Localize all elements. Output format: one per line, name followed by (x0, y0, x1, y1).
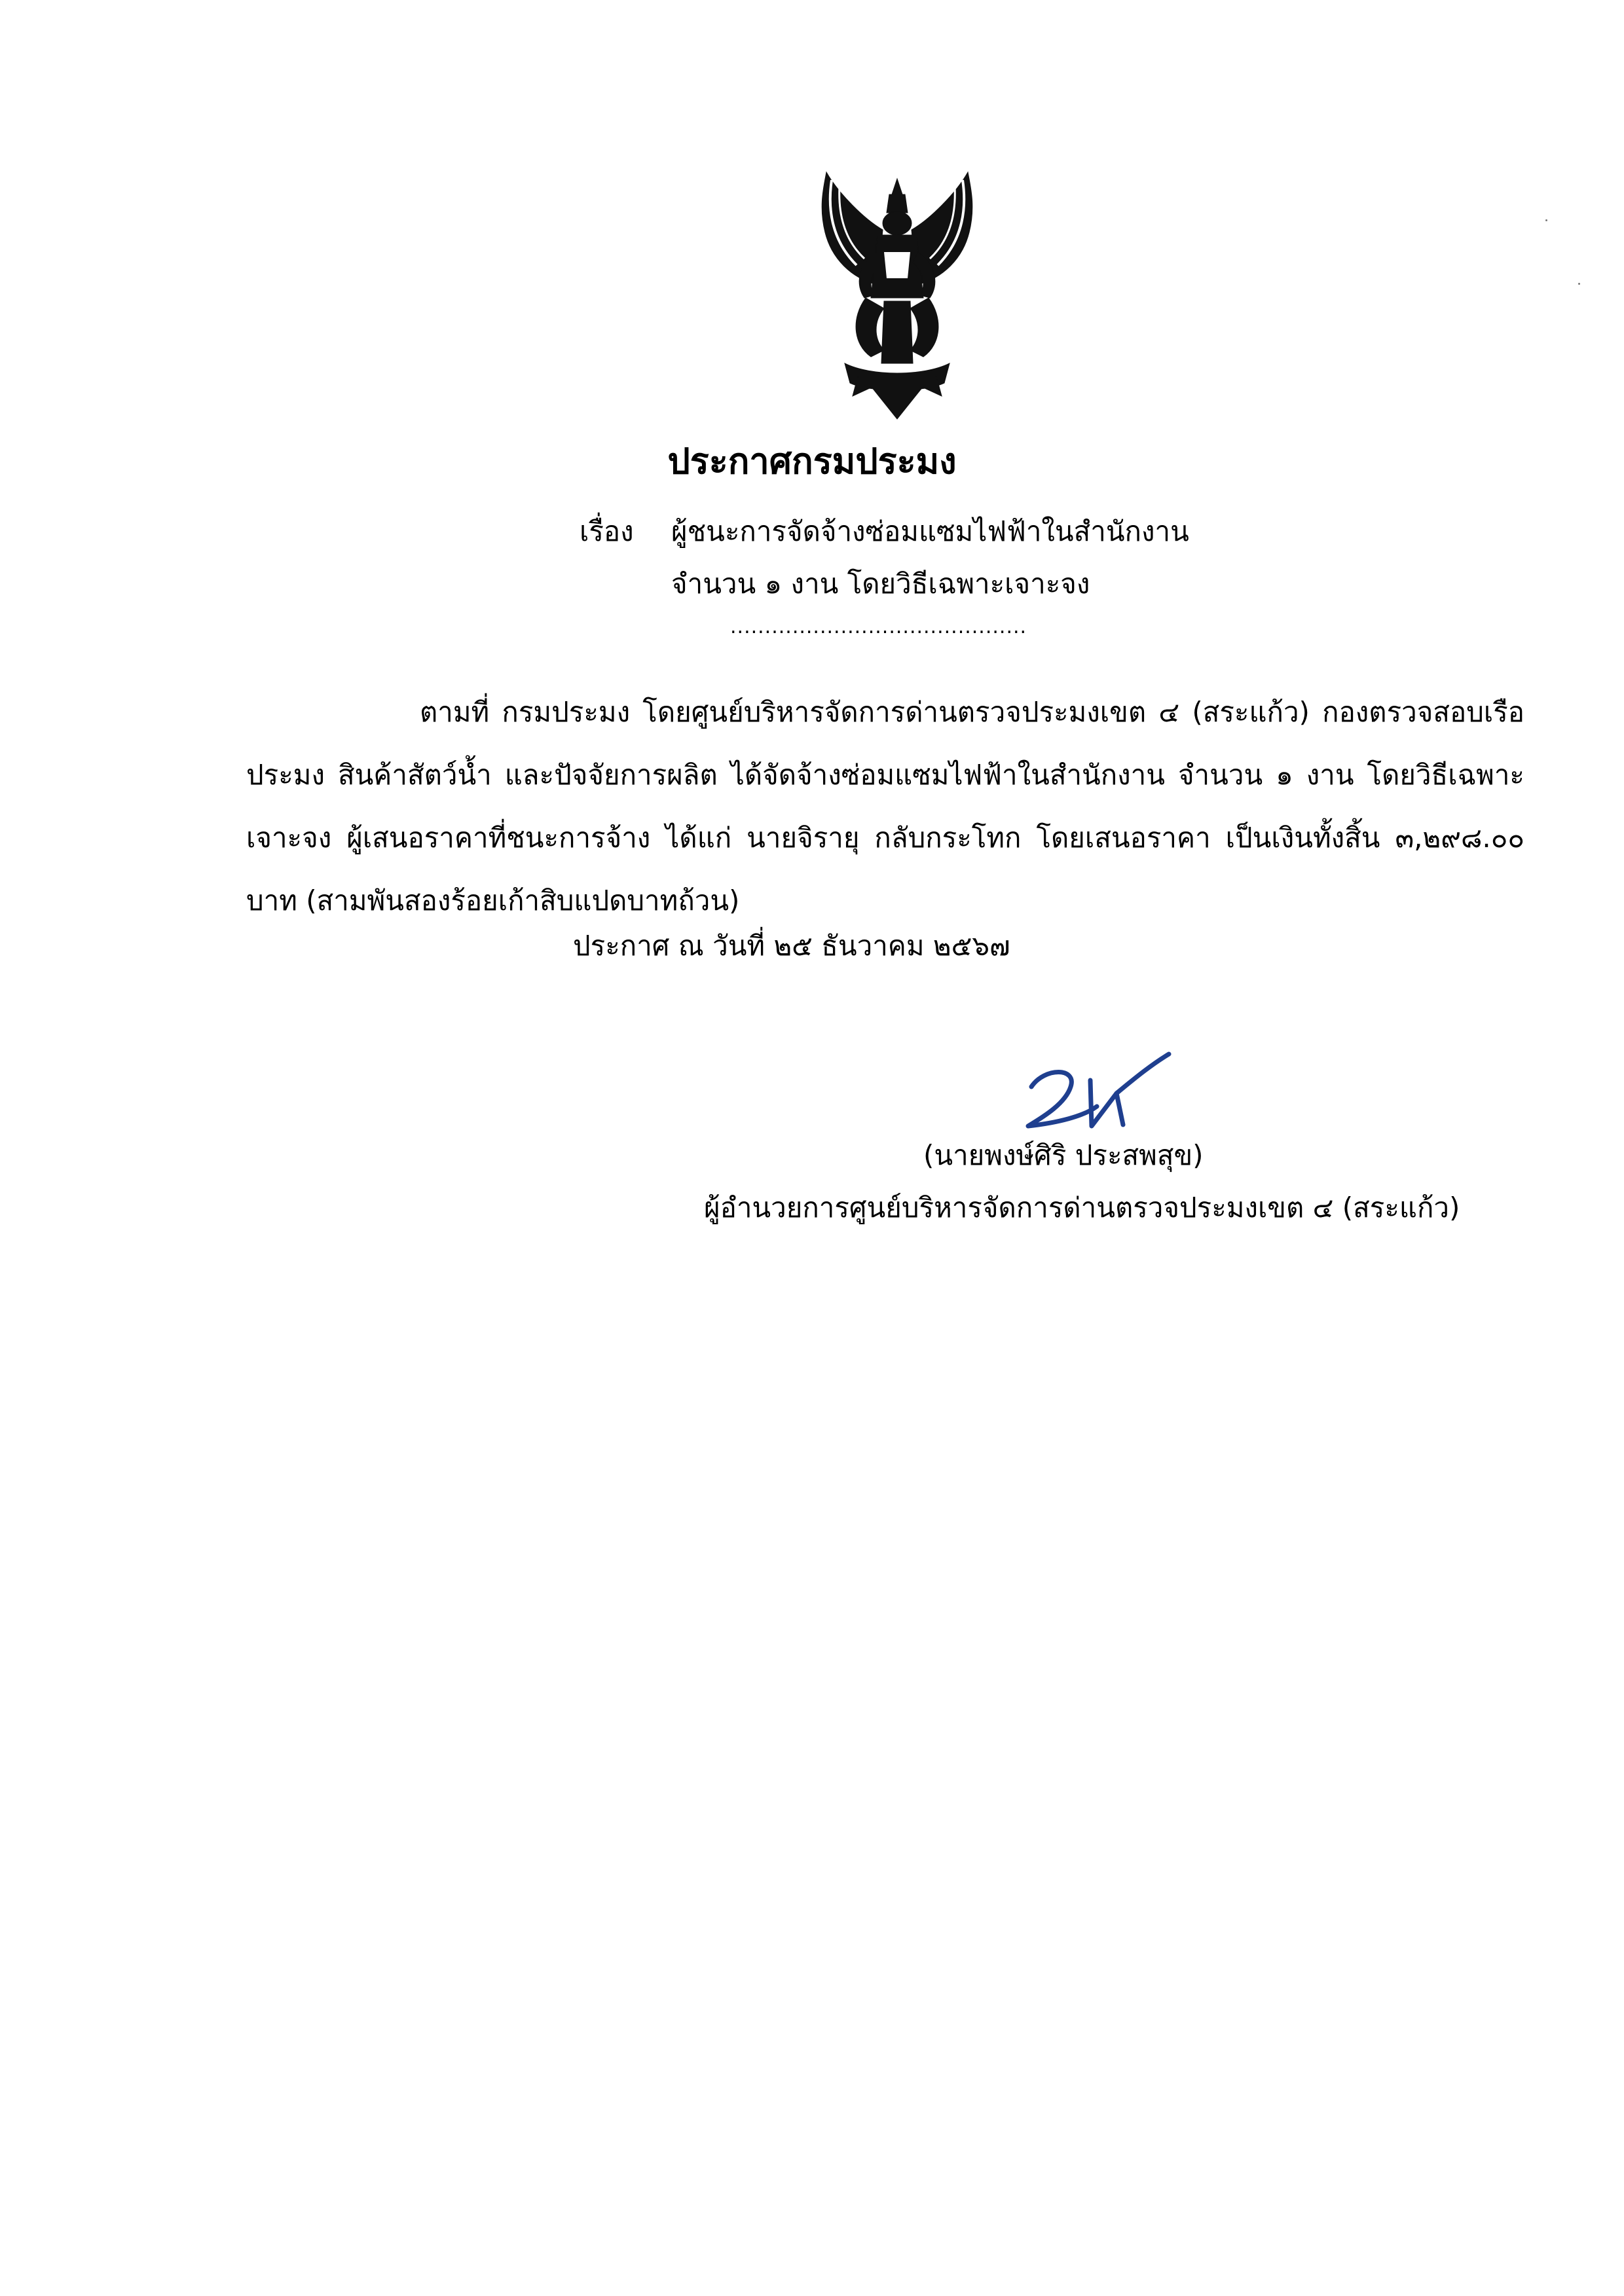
signer-position: ผู้อำนวยการศูนย์บริหารจัดการด่านตรวจประมงเขต ๔ (สระแก้ว) (704, 1192, 1460, 1224)
body-paragraph: ตามที่ กรมประมง โดยศูนย์บริหารจัดการด่านตรวจประมงเขต ๔ (สระแก้ว) กองตรวจสอบเรือประมง สินค้าสัตว์น้ำ และปัจจัยการผลิต ได้จัดจ้างซ่อมแซมไฟฟ้าในสำนักงาน จำนวน ๑ งาน โดยวิธีเฉพาะเจาะจง ผู้เสนอราคาที่ชนะการจ้าง ได้แก่ นายจิรายุ กลับกระโทก โดยเสนอราคา เป็นเงินทั้งสิ้น ๓,๒๙๘.๐๐ บาท (สามพันสองร้อยเก้าสิบแปดบาทถ้วน) (246, 696, 1524, 917)
subject-label: เรื่อง (580, 515, 634, 547)
dotted-divider: ........................................... (730, 615, 1027, 638)
page-title: ประกาศกรมประมง (667, 441, 957, 482)
garuda-emblem (792, 167, 1002, 422)
announcement-date: ประกาศ ณ วันที่ ๒๕ ธันวาคม ๒๕๖๗ (573, 930, 1010, 962)
subject-text: ผู้ชนะการจัดจ้างซ่อมแซมไฟฟ้าในสำนักงาน (671, 515, 1189, 547)
handwritten-signature (1018, 1041, 1175, 1139)
scan-speck (1578, 283, 1580, 285)
subject-text-continued: จำนวน ๑ งาน โดยวิธีเฉพาะเจาะจง (671, 568, 1090, 600)
scan-speck (1545, 219, 1547, 221)
subject-line (580, 505, 1189, 558)
signer-name: (นายพงษ์ศิริ ประสพสุข) (923, 1139, 1204, 1171)
